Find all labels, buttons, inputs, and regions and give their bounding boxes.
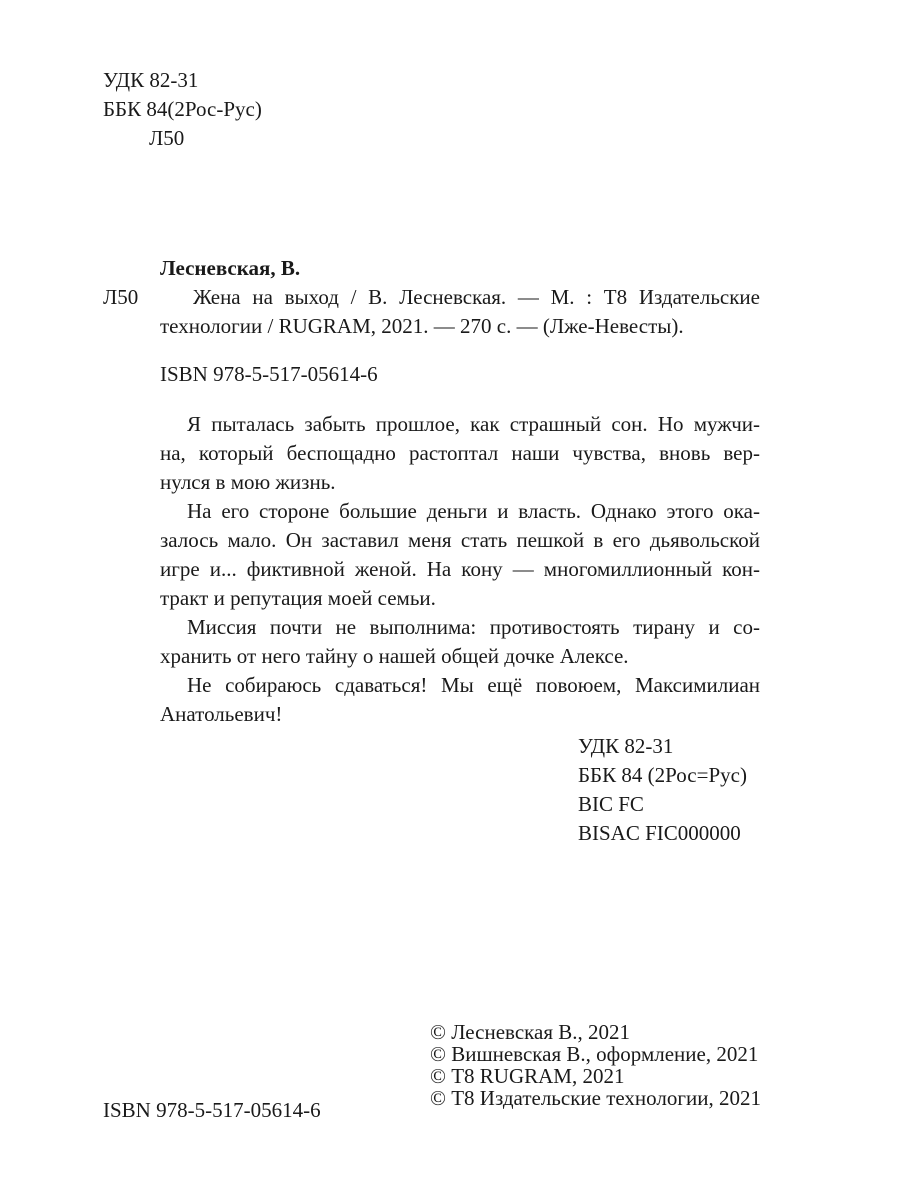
biblio-author-mark: Л50: [103, 285, 139, 309]
classification-block: [578, 732, 747, 848]
annotation-line: хранить от него тайну о нашей общей дочке Алексе.: [160, 644, 629, 668]
bibliographic-description: [160, 283, 760, 341]
biblio-line-2: технологии / RUGRAM, 2021. — 270 с. — (Лже-Невесты).: [160, 314, 684, 338]
annotation-line: Анатольевич!: [160, 702, 283, 726]
annotation-line: На его стороне большие деньги и власть. Однако этого ока-: [187, 499, 760, 523]
copyright-line: © Лесневская В., 2021: [430, 1020, 631, 1044]
classif-bisac: BISAC FIC000000: [578, 821, 741, 845]
author-mark: Л50: [149, 126, 185, 150]
copyright-block: [430, 1021, 761, 1109]
copyright-line: © Вишневская В., оформление, 2021: [430, 1042, 759, 1066]
annotation-paragraph: [160, 410, 760, 497]
author-name: Лесневская, В.: [160, 256, 301, 280]
annotation-line: игре и... фиктивной женой. На кону — многомиллионный кон-: [160, 557, 760, 581]
annotation-line: Не собираюсь сдаваться! Мы ещё повоюем, Максимилиан: [187, 673, 760, 697]
annotation-line: нулся в мою жизнь.: [160, 470, 336, 494]
udk-code: УДК 82-31: [103, 68, 199, 92]
classif-bbk: ББК 84 (2Рос=Рус): [578, 763, 747, 787]
annotation: [160, 410, 760, 729]
classif-bic: BIC FC: [578, 792, 644, 816]
annotation-line: Я пыталась забыть прошлое, как страшный сон. Но мужчи-: [187, 412, 760, 436]
annotation-line: на, который беспощадно растоптал наши чувства, вновь вер-: [160, 441, 760, 465]
biblio-line-1: Жена на выход / В. Лесневская. — М. : Т8 Издательские: [193, 285, 760, 309]
isbn-main: ISBN 978-5-517-05614-6: [160, 362, 378, 386]
classif-udk: УДК 82-31: [578, 734, 674, 758]
annotation-paragraph: [160, 671, 760, 729]
annotation-line: залось мало. Он заставил меня стать пешкой в его дьявольской: [160, 528, 760, 552]
annotation-paragraph: [160, 613, 760, 671]
bbk-code: ББК 84(2Рос-Рус): [103, 97, 262, 121]
annotation-line: тракт и репутация моей семьи.: [160, 586, 436, 610]
top-classification-codes: [103, 66, 262, 153]
isbn-footer: ISBN 978-5-517-05614-6: [103, 1098, 321, 1122]
annotation-paragraph: [160, 497, 760, 613]
annotation-line: Миссия почти не выполнима: противостоять тирану и со-: [187, 615, 760, 639]
copyright-line: © Т8 RUGRAM, 2021: [430, 1064, 625, 1088]
copyright-line: © Т8 Издательские технологии, 2021: [430, 1086, 761, 1110]
